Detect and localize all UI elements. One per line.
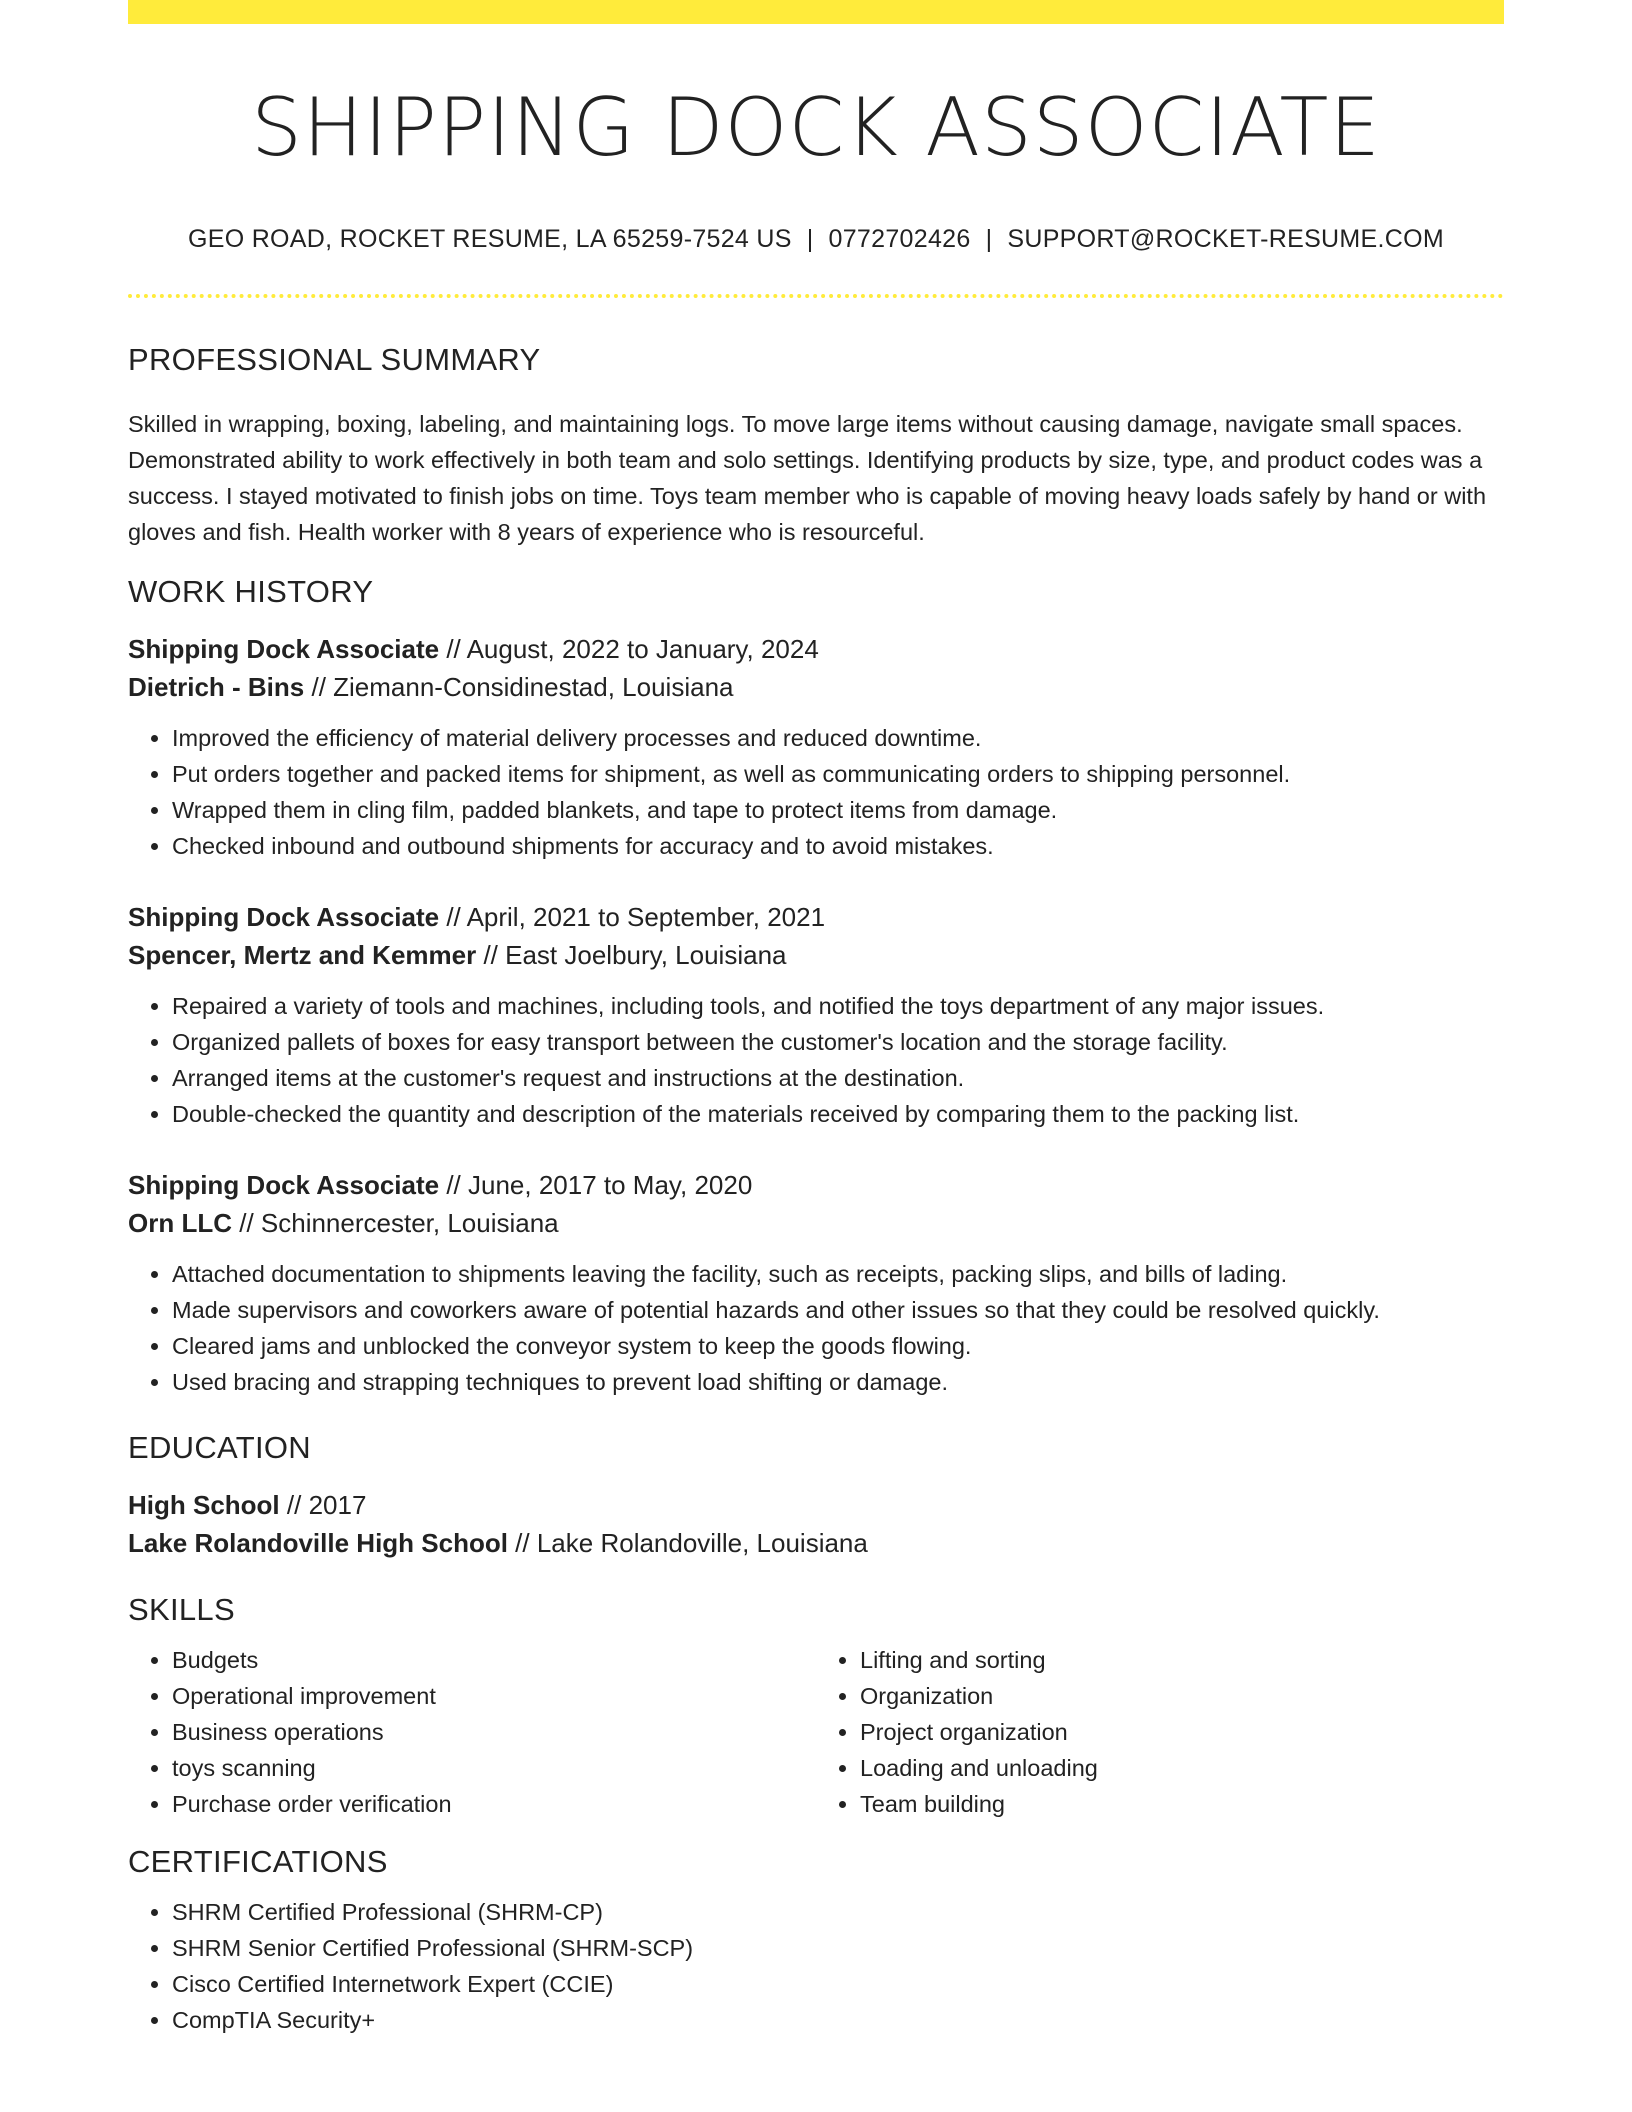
skills-list-left [128,1642,816,1822]
contact-line [128,225,1504,254]
skill-item: • toys scanning [172,1750,816,1786]
job-entry [128,1166,1504,1400]
summary-text: Skilled in wrapping, boxing, labeling, and maintaining logs. To move large items without causing damage, navigate small spaces. Demonstrated ability to work effectively in both team and solo settings. Identifying products by size, type, and product codes was a success. I stayed motivated to finish jobs on time. Toys team member who is capable of moving heavy loads safely by hand or with gloves and fish. Health worker with 8 years of experience who is resourceful. [128,411,1487,545]
job-duty: • Checked inbound and outbound shipments for accuracy and to avoid mistakes. [172,828,1504,864]
certifications-section [128,1844,1504,2038]
skills-list-right [816,1642,1504,1822]
job-entry [128,630,1504,864]
job-dates: // June, 2017 to May, 2020 [439,1170,753,1200]
job-duty: • Wrapped them in cling film, padded blankets, and tape to protect items from damage. [172,792,1504,828]
skills-heading: SKILLS [128,1592,235,1627]
job-company: Dietrich - Bins [128,672,305,702]
top-accent-bar [128,0,1504,24]
job-location: // Schinnercester, Louisiana [232,1208,559,1238]
skill-item: • Loading and unloading [860,1750,1504,1786]
work-history-heading: WORK HISTORY [128,574,374,609]
job-duty: • Used bracing and strapping techniques to prevent load shifting or damage. [172,1364,1504,1400]
resume-page [128,0,1504,2038]
job-duty: • Put orders together and packed items for shipment, as well as communicating orders to shipping personnel. [172,756,1504,792]
certifications-heading: CERTIFICATIONS [128,1844,388,1879]
job-company: Spencer, Mertz and Kemmer [128,940,477,970]
contact-phone: 0772702426 [828,225,971,253]
education-degree-line [128,1486,1504,1524]
contact-email: SUPPORT@ROCKET-RESUME.COM [1007,225,1444,253]
job-dates: // August, 2022 to January, 2024 [439,634,819,664]
job-duty: • Double-checked the quantity and description of the materials received by comparing them to the packing list. [172,1096,1504,1132]
summary-heading: PROFESSIONAL SUMMARY [128,342,541,377]
contact-address: GEO ROAD, ROCKET RESUME, LA 65259-7524 US [187,225,792,253]
job-title-line [128,1166,1504,1204]
job-company-line [128,1204,1504,1242]
job-title: Shipping Dock Associate [128,1170,440,1200]
skill-item: • Budgets [172,1642,816,1678]
header-divider [128,294,1504,298]
contact-separator: | [806,225,814,253]
skill-item: • Team building [860,1786,1504,1822]
job-duty: • Arranged items at the customer's request and instructions at the destination. [172,1060,1504,1096]
skill-item: • Purchase order verification [172,1786,816,1822]
job-duty: • Cleared jams and unblocked the conveyor system to keep the goods flowing. [172,1328,1504,1364]
job-duty: • Attached documentation to shipments leaving the facility, such as receipts, packing slips, and bills of lading. [172,1256,1504,1292]
job-location: // Ziemann-Considinestad, Louisiana [304,672,734,702]
skills-columns [128,1642,1504,1822]
education-school-line [128,1524,1504,1562]
contact-separator: | [985,225,993,253]
skill-item: • Project organization [860,1714,1504,1750]
education-location: // Lake Rolandoville, Louisiana [507,1528,868,1558]
skills-section [128,1592,1504,1822]
resume-name: SHIPPING DOCK ASSOCIATE [251,81,1381,174]
education-year: // 2017 [279,1490,367,1520]
job-title: Shipping Dock Associate [128,902,440,932]
job-duty: • Improved the efficiency of material delivery processes and reduced downtime. [172,720,1504,756]
education-section [128,1430,1504,1562]
job-title-line [128,898,1504,936]
certification-item: • SHRM Senior Certified Professional (SHRM-SCP) [172,1930,1504,1966]
job-entry [128,898,1504,1132]
job-company-line [128,668,1504,706]
certifications-list [128,1894,1504,2038]
certification-item: • Cisco Certified Internetwork Expert (CCIE) [172,1966,1504,2002]
job-dates: // April, 2021 to September, 2021 [439,902,826,932]
certification-item: • CompTIA Security+ [172,2002,1504,2038]
skill-item: • Business operations [172,1714,816,1750]
job-company-line [128,936,1504,974]
job-duty: • Repaired a variety of tools and machines, including tools, and notified the toys department of any major issues. [172,988,1504,1024]
skill-item: • Lifting and sorting [860,1642,1504,1678]
education-heading: EDUCATION [128,1430,311,1465]
job-location: // East Joelbury, Louisiana [476,940,787,970]
job-title-line [128,630,1504,668]
job-company: Orn LLC [128,1208,232,1238]
education-degree: High School [128,1490,280,1520]
job-duty: • Organized pallets of boxes for easy transport between the customer's location and the storage facility. [172,1024,1504,1060]
job-duties [128,988,1504,1132]
work-history-section [128,574,1504,1400]
education-school: Lake Rolandoville High School [128,1528,508,1558]
job-duties [128,1256,1504,1400]
job-title: Shipping Dock Associate [128,634,440,664]
skill-item: • Operational improvement [172,1678,816,1714]
skill-item: • Organization [860,1678,1504,1714]
certification-item: • SHRM Certified Professional (SHRM-CP) [172,1894,1504,1930]
summary-section [128,342,1504,550]
job-duties [128,720,1504,864]
job-duty: • Made supervisors and coworkers aware of potential hazards and other issues so that they could be resolved quickly. [172,1292,1504,1328]
